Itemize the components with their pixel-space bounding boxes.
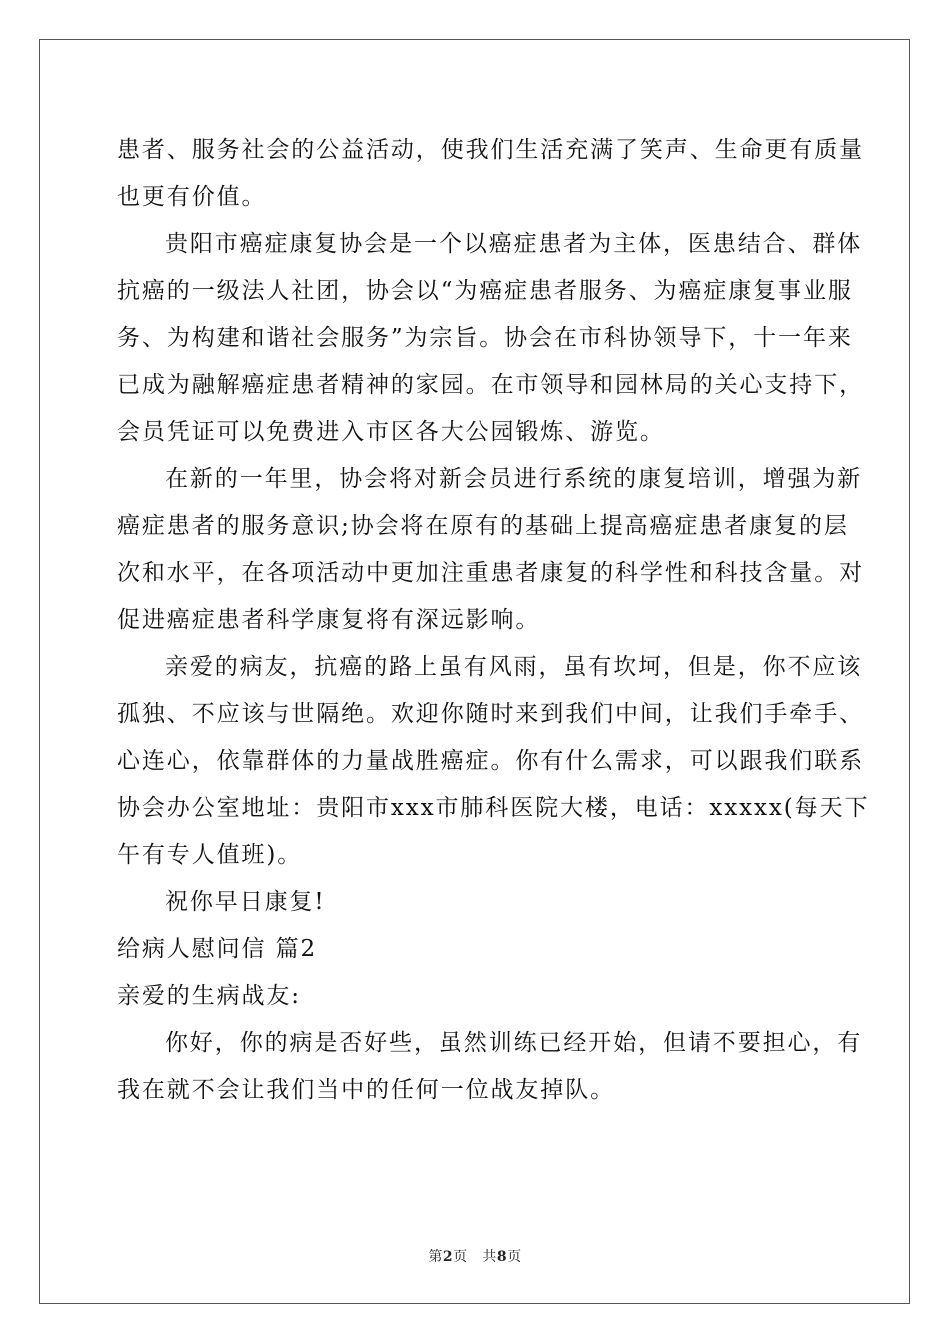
paragraph-start-line: 你好，你的病是否好些，虽然训练已经开始，但请不要担心，有 [165, 1030, 863, 1056]
text-line: 已成为融解癌症患者精神的家园。在市领导和园林局的关心支持下， [117, 372, 864, 398]
text-line: 次和水平，在各项活动中更加注重患者康复的科学性和科技含量。对 [117, 560, 864, 586]
text-line: 也更有价值。 [117, 184, 267, 210]
page-number: 2 [442, 1249, 454, 1265]
page-suffix: 页 [453, 1249, 468, 1265]
text-line: 癌症患者的服务意识;协会将在原有的基础上提高癌症患者康复的层 [117, 513, 849, 539]
text-line: 孤独、不应该与世隔绝。欢迎你随时来到我们中间，让我们手牵手、 [117, 701, 864, 727]
total-prefix: 共 [482, 1249, 497, 1265]
text-line: 协会办公室地址：贵阳市xxx市肺科医院大楼，电话：xxxxx(每天下 [117, 795, 870, 821]
text-line: 促进癌症患者科学康复将有深远影响。 [117, 607, 541, 633]
text-line: 午有专人值班)。 [117, 842, 303, 868]
text-line: 务、为构建和谐社会服务”为宗旨。协会在市科协领导下，十一年来 [117, 325, 853, 351]
text-line: 会员凭证可以免费进入市区各大公园锻炼、游览。 [117, 419, 665, 445]
text-line: 心连心，依靠群体的力量战胜癌症。你有什么需求，可以跟我们联系 [117, 748, 864, 774]
closing-wish: 祝你早日康复! [165, 889, 326, 915]
salutation: 亲爱的生病战友: [117, 983, 301, 1009]
section-heading: 给病人慰问信 篇2 [117, 936, 318, 962]
paragraph-start-line: 亲爱的病友，抗癌的路上虽有风雨，虽有坎坷，但是，你不应该 [165, 654, 863, 680]
paragraph-start-line: 贵阳市癌症康复协会是一个以癌症患者为主体，医患结合、群体 [165, 231, 863, 257]
total-pages: 8 [496, 1249, 508, 1265]
page-prefix: 第 [428, 1249, 443, 1265]
document-body [117, 127, 870, 1114]
text-line: 患者、服务社会的公益活动，使我们生活充满了笑声、生命更有质量 [117, 137, 864, 163]
text-line: 我在就不会让我们当中的任何一位战友掉队。 [117, 1077, 615, 1103]
page-footer [0, 1246, 950, 1266]
total-suffix: 页 [507, 1249, 522, 1265]
paragraph-start-line: 在新的一年里，协会将对新会员进行系统的康复培训，增强为新 [165, 466, 863, 492]
text-line: 抗癌的一级法人社团，协会以“为癌症患者服务、为癌症康复事业服 [117, 278, 853, 304]
